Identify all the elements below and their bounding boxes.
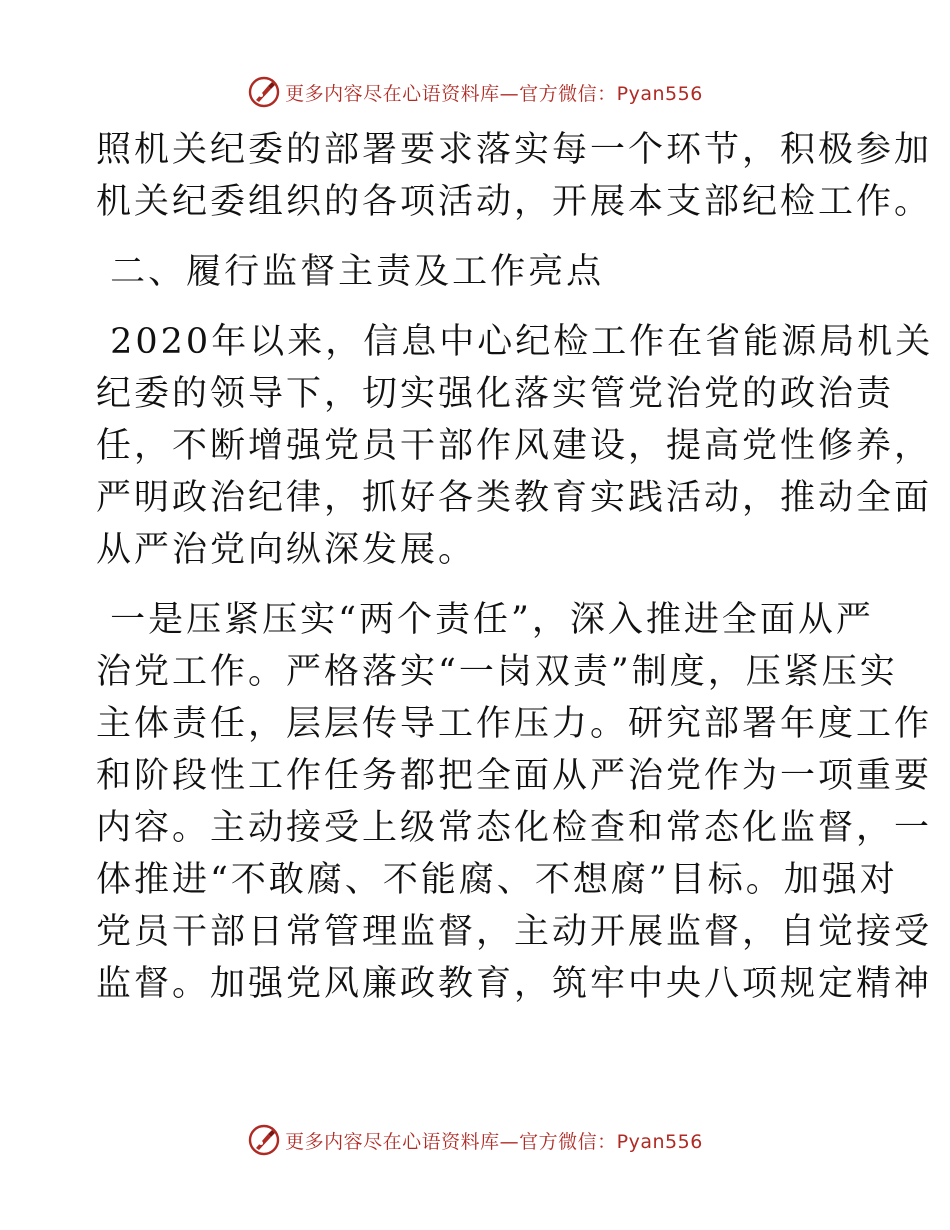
paragraph-overview (96, 316, 934, 576)
text-line: 机关纪委组织的各项活动，开展本支部纪检工作。 (96, 182, 933, 222)
text-line: 和阶段性工作任务都把全面从严治党作为一项重要 (96, 756, 933, 796)
heading-line: 二、履行监督主责及工作亮点 (96, 252, 605, 292)
text-line: 纪委的领导下，切实强化落实管党治党的政治责 (96, 374, 895, 414)
paragraph-responsibility (96, 594, 933, 1010)
text-line: 2020年以来，信息中心纪检工作在省能源局机关 (96, 322, 934, 362)
pen-circle-icon (247, 1123, 281, 1157)
text-line: 严明政治纪律，抓好各类教育实践活动，推动全面 (96, 478, 933, 518)
text-line: 主体责任，层层传导工作压力。研究部署年度工作 (96, 704, 933, 744)
pen-circle-icon (247, 75, 281, 109)
text-line: 治党工作。严格落实“一岗双责”制度，压紧压实 (96, 652, 898, 692)
text-line: 监督。加强党风廉政教育，筑牢中央八项规定精神 (96, 964, 933, 1004)
footer-watermark (0, 1120, 950, 1160)
text-line: 从严治党向纵深发展。 (96, 530, 477, 570)
text-line: 照机关纪委的部署要求落实每一个环节，积极参加 (96, 130, 933, 170)
text-line: 任，不断增强党员干部作风建设，提高党性修养， (96, 426, 933, 466)
text-line: 体推进“不敢腐、不能腐、不想腐”目标。加强对 (96, 860, 898, 900)
section-heading (96, 246, 852, 298)
text-line: 党员干部日常管理监督，主动开展监督，自觉接受 (96, 912, 933, 952)
paragraph-continuation (96, 124, 933, 228)
text-line: 内容。主动接受上级常态化检查和常态化监督，一 (96, 808, 933, 848)
document-body (96, 124, 934, 1010)
header-watermark (0, 72, 950, 112)
watermark-text: 更多内容尽在心语资料库—官方微信：Pyan556 (285, 82, 703, 105)
watermark-text: 更多内容尽在心语资料库—官方微信：Pyan556 (285, 1130, 703, 1153)
text-line: 一是压紧压实“两个责任”，深入推进全面从严 (96, 600, 874, 640)
